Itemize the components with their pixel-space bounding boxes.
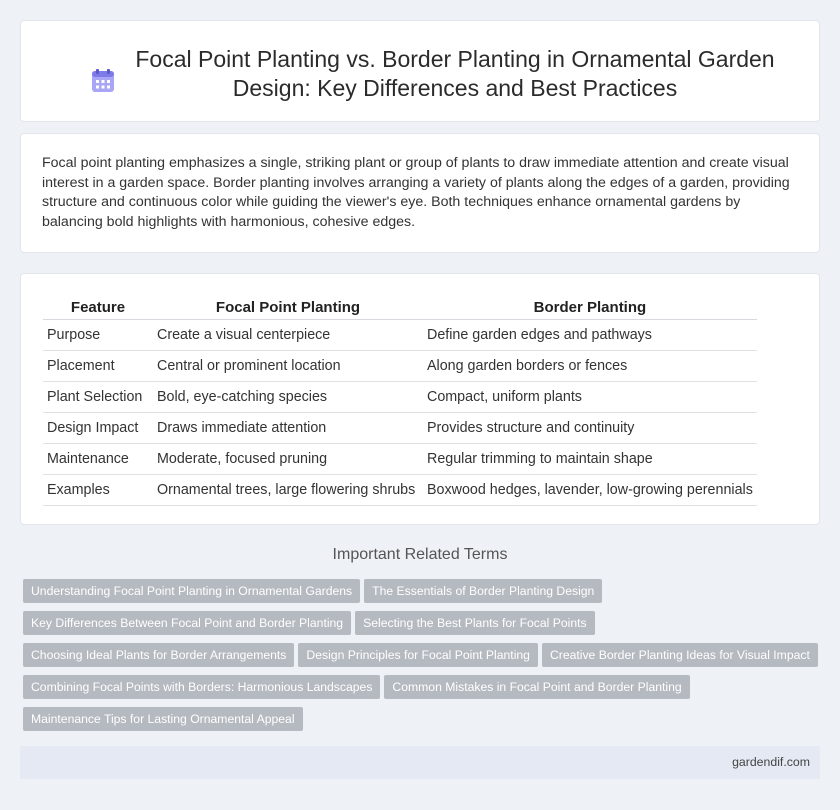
header-focal-point: Focal Point Planting — [153, 296, 423, 320]
header-border: Border Planting — [423, 296, 757, 320]
row-focal-value: Moderate, focused pruning — [153, 444, 423, 475]
row-feature: Placement — [43, 351, 153, 382]
row-focal-value: Create a visual centerpiece — [153, 320, 423, 351]
title-card — [20, 20, 820, 122]
related-term-tag[interactable]: Maintenance Tips for Lasting Ornamental Appeal — [23, 707, 303, 731]
related-term-tag[interactable]: Selecting the Best Plants for Focal Points — [355, 611, 595, 635]
row-border-value: Along garden borders or fences — [423, 351, 757, 382]
related-term-tag[interactable]: Understanding Focal Point Planting in Ornamental Gardens — [23, 579, 360, 603]
row-border-value: Define garden edges and pathways — [423, 320, 757, 351]
related-term-tag[interactable]: The Essentials of Border Planting Design — [364, 579, 602, 603]
footer-site-link[interactable]: gardendif.com — [732, 755, 810, 769]
row-focal-value: Central or prominent location — [153, 351, 423, 382]
table-row — [43, 351, 757, 382]
table-row — [43, 320, 757, 351]
row-focal-value: Ornamental trees, large flowering shrubs — [153, 475, 423, 506]
row-border-value: Compact, uniform plants — [423, 382, 757, 413]
header-feature: Feature — [43, 296, 153, 320]
table-row — [43, 444, 757, 475]
page-title: Focal Point Planting vs. Border Planting in Ornamental Garden Design: Key Differences and Best Practices — [135, 46, 775, 101]
row-border-value: Boxwood hedges, lavender, low-growing perennials — [423, 475, 757, 506]
row-border-value: Regular trimming to maintain shape — [423, 444, 757, 475]
related-term-tag[interactable]: Design Principles for Focal Point Planting — [298, 643, 538, 667]
table-header-row — [43, 296, 757, 320]
related-term-tag[interactable]: Choosing Ideal Plants for Border Arrangements — [23, 643, 294, 667]
related-terms-list — [23, 579, 823, 739]
related-term-tag[interactable]: Key Differences Between Focal Point and Border Planting — [23, 611, 351, 635]
footer — [20, 746, 820, 779]
row-feature: Examples — [43, 475, 153, 506]
table-row — [43, 413, 757, 444]
intro-card — [20, 133, 820, 253]
table-row — [43, 475, 757, 506]
related-term-tag[interactable]: Creative Border Planting Ideas for Visual Impact — [542, 643, 818, 667]
row-feature: Design Impact — [43, 413, 153, 444]
comparison-table — [43, 296, 757, 506]
intro-paragraph: Focal point planting emphasizes a single, striking plant or group of plants to draw immediate attention and create visual interest in a garden space. Border planting involves arranging a variety of plants along the edges of a garden, providing structure and continuous color while guiding the viewer's eye. Both techniques enhance ornamental gardens by balancing bold highlights with harmonious, cohesive edges. — [42, 155, 790, 230]
calendar-grid-icon — [90, 68, 116, 94]
row-feature: Maintenance — [43, 444, 153, 475]
row-feature: Purpose — [43, 320, 153, 351]
related-term-tag[interactable]: Common Mistakes in Focal Point and Border Planting — [384, 675, 689, 699]
table-row — [43, 382, 757, 413]
row-border-value: Provides structure and continuity — [423, 413, 757, 444]
row-focal-value: Bold, eye-catching species — [153, 382, 423, 413]
comparison-card — [20, 273, 820, 525]
related-terms-heading: Important Related Terms — [332, 546, 508, 563]
row-focal-value: Draws immediate attention — [153, 413, 423, 444]
row-feature: Plant Selection — [43, 382, 153, 413]
related-term-tag[interactable]: Combining Focal Points with Borders: Harmonious Landscapes — [23, 675, 380, 699]
